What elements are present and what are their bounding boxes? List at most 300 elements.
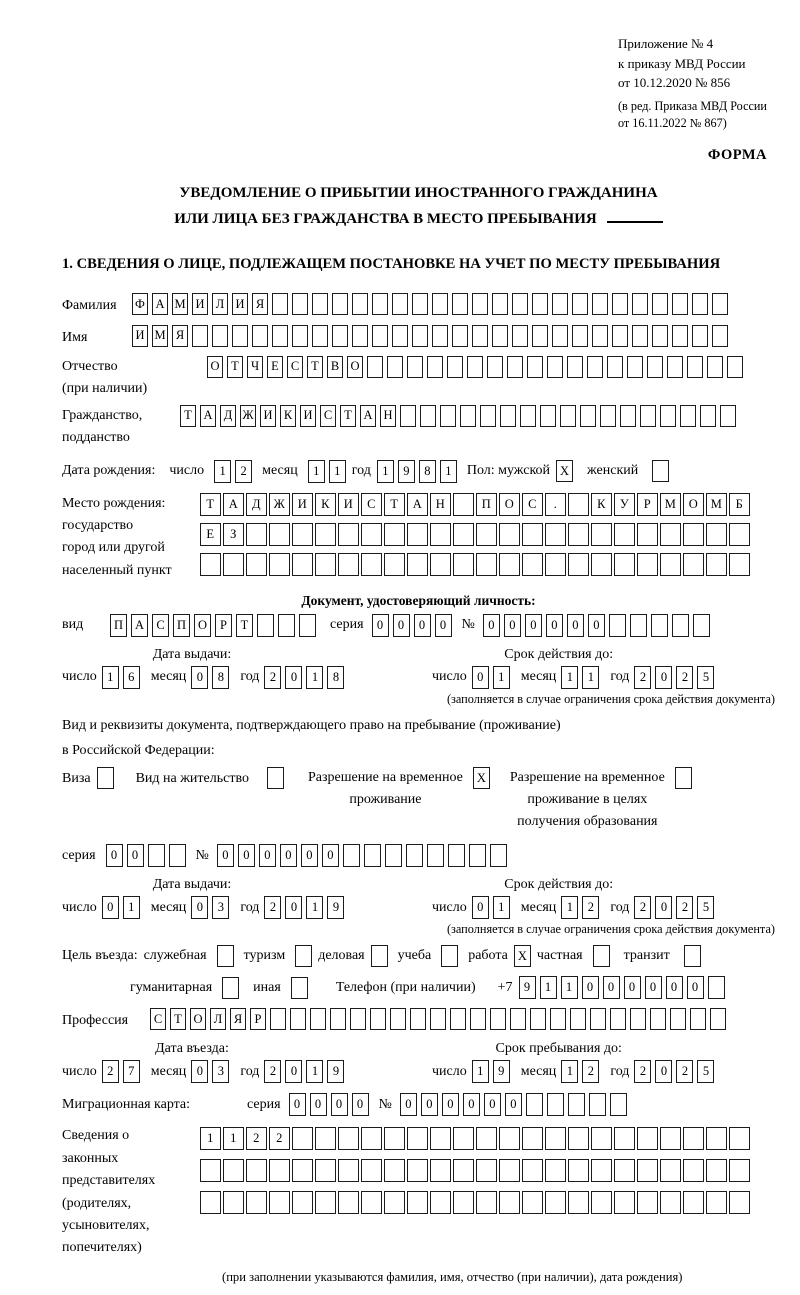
char-cell[interactable]: Н	[380, 405, 396, 427]
char-cell[interactable]	[660, 405, 676, 427]
char-cell[interactable]: И	[300, 405, 316, 427]
char-cell[interactable]: 1	[329, 460, 346, 483]
char-cell[interactable]: 0	[435, 614, 452, 637]
char-cell[interactable]	[522, 1127, 543, 1150]
char-cell[interactable]: 9	[398, 460, 415, 483]
guardians-boxes-row1[interactable]	[200, 1127, 750, 1150]
char-cell[interactable]	[432, 293, 448, 315]
char-cell[interactable]	[522, 553, 543, 576]
char-cell[interactable]	[568, 523, 589, 546]
temp-permit-checkbox[interactable]	[473, 767, 490, 789]
char-cell[interactable]	[310, 1008, 326, 1030]
char-cell[interactable]	[692, 325, 708, 347]
char-cell[interactable]	[614, 1127, 635, 1150]
char-cell[interactable]	[545, 1191, 566, 1214]
char-cell[interactable]	[727, 356, 743, 378]
char-cell[interactable]: О	[194, 614, 211, 637]
purpose-official-checkbox[interactable]	[217, 945, 234, 967]
doc-valid-day-boxes[interactable]	[472, 666, 510, 689]
char-cell[interactable]	[448, 844, 465, 867]
char-cell[interactable]: В	[327, 356, 343, 378]
char-cell[interactable]: 6	[123, 666, 140, 689]
char-cell[interactable]: 2	[264, 896, 281, 919]
char-cell[interactable]: 0	[322, 844, 339, 867]
char-cell[interactable]: 0	[352, 1093, 369, 1116]
char-cell[interactable]: 1	[308, 460, 325, 483]
char-cell[interactable]: Н	[430, 493, 451, 516]
char-cell[interactable]: 2	[634, 896, 651, 919]
guardians-boxes-row3[interactable]	[200, 1191, 750, 1214]
resid-valid-day-boxes[interactable]	[472, 896, 510, 919]
char-cell[interactable]	[169, 844, 186, 867]
char-cell[interactable]: Т	[200, 493, 221, 516]
char-cell[interactable]	[706, 523, 727, 546]
char-cell[interactable]	[252, 325, 268, 347]
char-cell[interactable]	[332, 325, 348, 347]
char-cell[interactable]: Ф	[132, 293, 148, 315]
char-cell[interactable]	[610, 1008, 626, 1030]
char-cell[interactable]	[592, 293, 608, 315]
char-cell[interactable]	[267, 767, 284, 789]
char-cell[interactable]	[672, 325, 688, 347]
char-cell[interactable]	[706, 553, 727, 576]
stay-month-boxes[interactable]	[561, 1060, 599, 1083]
char-cell[interactable]	[217, 945, 234, 967]
char-cell[interactable]	[710, 1008, 726, 1030]
char-cell[interactable]	[476, 1127, 497, 1150]
entry-month-boxes[interactable]	[191, 1060, 229, 1083]
char-cell[interactable]: Т	[384, 493, 405, 516]
char-cell[interactable]: 9	[519, 976, 536, 999]
char-cell[interactable]	[500, 405, 516, 427]
char-cell[interactable]: 0	[504, 614, 521, 637]
char-cell[interactable]	[620, 405, 636, 427]
char-cell[interactable]	[568, 1093, 585, 1116]
char-cell[interactable]: 0	[217, 844, 234, 867]
char-cell[interactable]	[361, 523, 382, 546]
char-cell[interactable]: О	[207, 356, 223, 378]
char-cell[interactable]: 1	[540, 976, 557, 999]
char-cell[interactable]: 9	[327, 896, 344, 919]
char-cell[interactable]	[580, 405, 596, 427]
purpose-tourism-checkbox[interactable]	[295, 945, 312, 967]
char-cell[interactable]	[487, 356, 503, 378]
char-cell[interactable]	[200, 553, 221, 576]
char-cell[interactable]	[315, 553, 336, 576]
char-cell[interactable]	[315, 1191, 336, 1214]
char-cell[interactable]	[660, 523, 681, 546]
char-cell[interactable]: 1	[123, 896, 140, 919]
char-cell[interactable]: 9	[327, 1060, 344, 1083]
patronymic-boxes[interactable]	[207, 356, 743, 378]
char-cell[interactable]: 0	[472, 666, 489, 689]
entry-year-boxes[interactable]	[264, 1060, 344, 1083]
birth-year-boxes[interactable]	[377, 460, 457, 483]
resid-issue-day-boxes[interactable]	[102, 896, 140, 919]
stay-year-boxes[interactable]	[634, 1060, 714, 1083]
char-cell[interactable]	[295, 945, 312, 967]
char-cell[interactable]	[499, 553, 520, 576]
char-cell[interactable]: О	[347, 356, 363, 378]
char-cell[interactable]	[591, 553, 612, 576]
char-cell[interactable]	[683, 1127, 704, 1150]
char-cell[interactable]	[392, 325, 408, 347]
char-cell[interactable]	[630, 1008, 646, 1030]
char-cell[interactable]	[683, 1191, 704, 1214]
char-cell[interactable]: А	[200, 405, 216, 427]
char-cell[interactable]	[400, 405, 416, 427]
char-cell[interactable]	[200, 1191, 221, 1214]
char-cell[interactable]: Т	[180, 405, 196, 427]
purpose-humanitarian-checkbox[interactable]	[222, 977, 239, 999]
char-cell[interactable]	[246, 523, 267, 546]
char-cell[interactable]: 2	[235, 460, 252, 483]
char-cell[interactable]	[687, 356, 703, 378]
doc-issue-day-boxes[interactable]	[102, 666, 140, 689]
char-cell[interactable]	[706, 1127, 727, 1150]
char-cell[interactable]: 0	[393, 614, 410, 637]
char-cell[interactable]	[407, 1127, 428, 1150]
char-cell[interactable]: М	[706, 493, 727, 516]
char-cell[interactable]	[367, 356, 383, 378]
char-cell[interactable]	[384, 553, 405, 576]
char-cell[interactable]	[547, 1093, 564, 1116]
char-cell[interactable]	[708, 976, 725, 999]
char-cell[interactable]: Я	[172, 325, 188, 347]
char-cell[interactable]	[526, 1093, 543, 1116]
char-cell[interactable]	[522, 1191, 543, 1214]
doc-kind-boxes[interactable]	[110, 614, 316, 637]
char-cell[interactable]	[492, 293, 508, 315]
char-cell[interactable]	[630, 614, 647, 637]
char-cell[interactable]: К	[280, 405, 296, 427]
char-cell[interactable]	[540, 405, 556, 427]
char-cell[interactable]	[552, 293, 568, 315]
char-cell[interactable]: 0	[285, 666, 302, 689]
char-cell[interactable]: 0	[414, 614, 431, 637]
char-cell[interactable]	[632, 325, 648, 347]
char-cell[interactable]	[412, 325, 428, 347]
char-cell[interactable]	[591, 1191, 612, 1214]
char-cell[interactable]	[361, 1127, 382, 1150]
char-cell[interactable]: 0	[645, 976, 662, 999]
char-cell[interactable]	[148, 844, 165, 867]
char-cell[interactable]: 2	[582, 1060, 599, 1083]
char-cell[interactable]	[371, 945, 388, 967]
name-boxes[interactable]	[132, 325, 728, 347]
char-cell[interactable]: 0	[484, 1093, 501, 1116]
char-cell[interactable]	[312, 325, 328, 347]
char-cell[interactable]: 0	[588, 614, 605, 637]
char-cell[interactable]: И	[192, 293, 208, 315]
char-cell[interactable]: 2	[676, 666, 693, 689]
char-cell[interactable]: 0	[546, 614, 563, 637]
char-cell[interactable]	[452, 325, 468, 347]
char-cell[interactable]: X	[473, 767, 490, 789]
doc-valid-year-boxes[interactable]	[634, 666, 714, 689]
char-cell[interactable]	[453, 1127, 474, 1150]
char-cell[interactable]	[675, 767, 692, 789]
char-cell[interactable]	[430, 1191, 451, 1214]
resid-valid-year-boxes[interactable]	[634, 896, 714, 919]
char-cell[interactable]	[693, 614, 710, 637]
char-cell[interactable]: 0	[687, 976, 704, 999]
char-cell[interactable]	[232, 325, 248, 347]
char-cell[interactable]	[269, 1191, 290, 1214]
char-cell[interactable]: 1	[223, 1127, 244, 1150]
char-cell[interactable]	[552, 325, 568, 347]
char-cell[interactable]: 0	[127, 844, 144, 867]
char-cell[interactable]	[453, 493, 474, 516]
char-cell[interactable]	[660, 553, 681, 576]
char-cell[interactable]: 0	[463, 1093, 480, 1116]
char-cell[interactable]	[640, 405, 656, 427]
char-cell[interactable]: 0	[191, 666, 208, 689]
char-cell[interactable]	[612, 293, 628, 315]
char-cell[interactable]: З	[223, 523, 244, 546]
char-cell[interactable]	[568, 493, 589, 516]
doc-issue-month-boxes[interactable]	[191, 666, 229, 689]
char-cell[interactable]	[407, 553, 428, 576]
char-cell[interactable]	[499, 523, 520, 546]
char-cell[interactable]	[572, 293, 588, 315]
purpose-work-checkbox[interactable]	[514, 945, 531, 967]
char-cell[interactable]	[440, 405, 456, 427]
char-cell[interactable]: М	[152, 325, 168, 347]
char-cell[interactable]	[292, 325, 308, 347]
char-cell[interactable]	[364, 844, 381, 867]
char-cell[interactable]	[384, 523, 405, 546]
char-cell[interactable]: 1	[200, 1127, 221, 1150]
char-cell[interactable]	[384, 1191, 405, 1214]
char-cell[interactable]	[712, 325, 728, 347]
char-cell[interactable]	[270, 1008, 286, 1030]
char-cell[interactable]	[338, 1127, 359, 1150]
char-cell[interactable]	[610, 1093, 627, 1116]
char-cell[interactable]	[572, 325, 588, 347]
purpose-transit-checkbox[interactable]	[684, 945, 701, 967]
char-cell[interactable]: И	[260, 405, 276, 427]
char-cell[interactable]	[453, 523, 474, 546]
char-cell[interactable]	[372, 293, 388, 315]
char-cell[interactable]	[269, 553, 290, 576]
char-cell[interactable]	[343, 844, 360, 867]
char-cell[interactable]	[430, 553, 451, 576]
char-cell[interactable]: 1	[306, 1060, 323, 1083]
residence-permit-checkbox[interactable]	[267, 767, 284, 789]
char-cell[interactable]	[315, 523, 336, 546]
doc-number-boxes[interactable]	[483, 614, 710, 637]
char-cell[interactable]	[607, 356, 623, 378]
char-cell[interactable]: С	[361, 493, 382, 516]
char-cell[interactable]	[361, 553, 382, 576]
char-cell[interactable]: 0	[655, 1060, 672, 1083]
char-cell[interactable]: Д	[246, 493, 267, 516]
resid-number-boxes[interactable]	[217, 844, 507, 867]
char-cell[interactable]: И	[292, 493, 313, 516]
char-cell[interactable]	[490, 1008, 506, 1030]
char-cell[interactable]	[512, 293, 528, 315]
char-cell[interactable]: К	[591, 493, 612, 516]
char-cell[interactable]: Е	[267, 356, 283, 378]
char-cell[interactable]	[290, 1008, 306, 1030]
char-cell[interactable]: М	[660, 493, 681, 516]
char-cell[interactable]: 0	[666, 976, 683, 999]
char-cell[interactable]	[570, 1008, 586, 1030]
char-cell[interactable]	[560, 405, 576, 427]
char-cell[interactable]	[729, 523, 750, 546]
char-cell[interactable]	[212, 325, 228, 347]
birth-month-boxes[interactable]	[308, 460, 346, 483]
char-cell[interactable]	[476, 523, 497, 546]
mig-series-boxes[interactable]	[289, 1093, 369, 1116]
char-cell[interactable]	[427, 844, 444, 867]
char-cell[interactable]	[370, 1008, 386, 1030]
purpose-private-checkbox[interactable]	[593, 945, 610, 967]
char-cell[interactable]: 0	[655, 896, 672, 919]
char-cell[interactable]: 0	[106, 844, 123, 867]
char-cell[interactable]	[350, 1008, 366, 1030]
char-cell[interactable]: 2	[102, 1060, 119, 1083]
char-cell[interactable]: 0	[238, 844, 255, 867]
char-cell[interactable]: И	[232, 293, 248, 315]
char-cell[interactable]: 2	[264, 666, 281, 689]
char-cell[interactable]: 2	[676, 1060, 693, 1083]
char-cell[interactable]: П	[173, 614, 190, 637]
profession-boxes[interactable]	[150, 1008, 726, 1030]
char-cell[interactable]: М	[172, 293, 188, 315]
char-cell[interactable]: Д	[220, 405, 236, 427]
char-cell[interactable]: О	[683, 493, 704, 516]
char-cell[interactable]	[729, 1191, 750, 1214]
char-cell[interactable]	[532, 325, 548, 347]
char-cell[interactable]	[652, 460, 669, 482]
char-cell[interactable]: 0	[372, 614, 389, 637]
char-cell[interactable]	[447, 356, 463, 378]
char-cell[interactable]: Е	[200, 523, 221, 546]
char-cell[interactable]	[550, 1008, 566, 1030]
char-cell[interactable]: П	[110, 614, 127, 637]
char-cell[interactable]: Р	[637, 493, 658, 516]
char-cell[interactable]: 0	[472, 896, 489, 919]
char-cell[interactable]	[292, 1127, 313, 1150]
char-cell[interactable]	[667, 356, 683, 378]
char-cell[interactable]	[507, 356, 523, 378]
char-cell[interactable]	[427, 356, 443, 378]
char-cell[interactable]	[650, 1008, 666, 1030]
char-cell[interactable]: 0	[505, 1093, 522, 1116]
char-cell[interactable]: 2	[634, 1060, 651, 1083]
char-cell[interactable]: Я	[252, 293, 268, 315]
char-cell[interactable]: Л	[212, 293, 228, 315]
char-cell[interactable]	[520, 405, 536, 427]
char-cell[interactable]	[407, 523, 428, 546]
char-cell[interactable]	[547, 356, 563, 378]
char-cell[interactable]	[522, 523, 543, 546]
char-cell[interactable]	[614, 523, 635, 546]
char-cell[interactable]	[707, 356, 723, 378]
char-cell[interactable]: С	[287, 356, 303, 378]
char-cell[interactable]	[407, 356, 423, 378]
char-cell[interactable]: 7	[123, 1060, 140, 1083]
char-cell[interactable]: 0	[582, 976, 599, 999]
char-cell[interactable]	[246, 1191, 267, 1214]
char-cell[interactable]	[292, 1191, 313, 1214]
char-cell[interactable]	[387, 356, 403, 378]
char-cell[interactable]: 5	[697, 1060, 714, 1083]
char-cell[interactable]	[545, 523, 566, 546]
char-cell[interactable]	[430, 1127, 451, 1150]
char-cell[interactable]	[672, 293, 688, 315]
char-cell[interactable]	[490, 844, 507, 867]
char-cell[interactable]	[384, 1127, 405, 1150]
visa-checkbox[interactable]	[97, 767, 114, 789]
char-cell[interactable]: Б	[729, 493, 750, 516]
char-cell[interactable]	[292, 293, 308, 315]
char-cell[interactable]	[568, 1127, 589, 1150]
birth-day-boxes[interactable]	[214, 460, 252, 483]
char-cell[interactable]	[593, 945, 610, 967]
char-cell[interactable]: 1	[561, 976, 578, 999]
char-cell[interactable]	[467, 356, 483, 378]
char-cell[interactable]: Р	[250, 1008, 266, 1030]
char-cell[interactable]	[453, 553, 474, 576]
resid-issue-year-boxes[interactable]	[264, 896, 344, 919]
char-cell[interactable]	[390, 1008, 406, 1030]
char-cell[interactable]	[729, 553, 750, 576]
char-cell[interactable]	[700, 405, 716, 427]
char-cell[interactable]	[612, 325, 628, 347]
doc-series-boxes[interactable]	[372, 614, 452, 637]
char-cell[interactable]	[315, 1127, 336, 1150]
char-cell[interactable]: 1	[493, 896, 510, 919]
char-cell[interactable]: Ч	[247, 356, 263, 378]
doc-issue-year-boxes[interactable]	[264, 666, 344, 689]
char-cell[interactable]	[292, 553, 313, 576]
char-cell[interactable]	[660, 1191, 681, 1214]
char-cell[interactable]: 0	[442, 1093, 459, 1116]
char-cell[interactable]: Т	[236, 614, 253, 637]
char-cell[interactable]	[589, 1093, 606, 1116]
char-cell[interactable]: А	[360, 405, 376, 427]
char-cell[interactable]	[680, 405, 696, 427]
char-cell[interactable]	[432, 325, 448, 347]
char-cell[interactable]: 0	[280, 844, 297, 867]
char-cell[interactable]	[600, 405, 616, 427]
char-cell[interactable]: 0	[400, 1093, 417, 1116]
char-cell[interactable]	[499, 1127, 520, 1150]
char-cell[interactable]: С	[522, 493, 543, 516]
birth-place-boxes-row3[interactable]	[200, 553, 750, 576]
char-cell[interactable]: С	[320, 405, 336, 427]
sex-male-checkbox[interactable]	[556, 460, 573, 482]
char-cell[interactable]: 0	[285, 896, 302, 919]
char-cell[interactable]	[272, 325, 288, 347]
char-cell[interactable]	[591, 1127, 612, 1150]
char-cell[interactable]	[592, 325, 608, 347]
char-cell[interactable]	[637, 523, 658, 546]
char-cell[interactable]: 9	[493, 1060, 510, 1083]
char-cell[interactable]	[223, 1191, 244, 1214]
char-cell[interactable]	[385, 844, 402, 867]
char-cell[interactable]: 1	[214, 460, 231, 483]
char-cell[interactable]: 0	[483, 614, 500, 637]
char-cell[interactable]: 8	[327, 666, 344, 689]
char-cell[interactable]	[450, 1008, 466, 1030]
char-cell[interactable]	[299, 614, 316, 637]
char-cell[interactable]	[729, 1127, 750, 1150]
char-cell[interactable]: 0	[285, 1060, 302, 1083]
